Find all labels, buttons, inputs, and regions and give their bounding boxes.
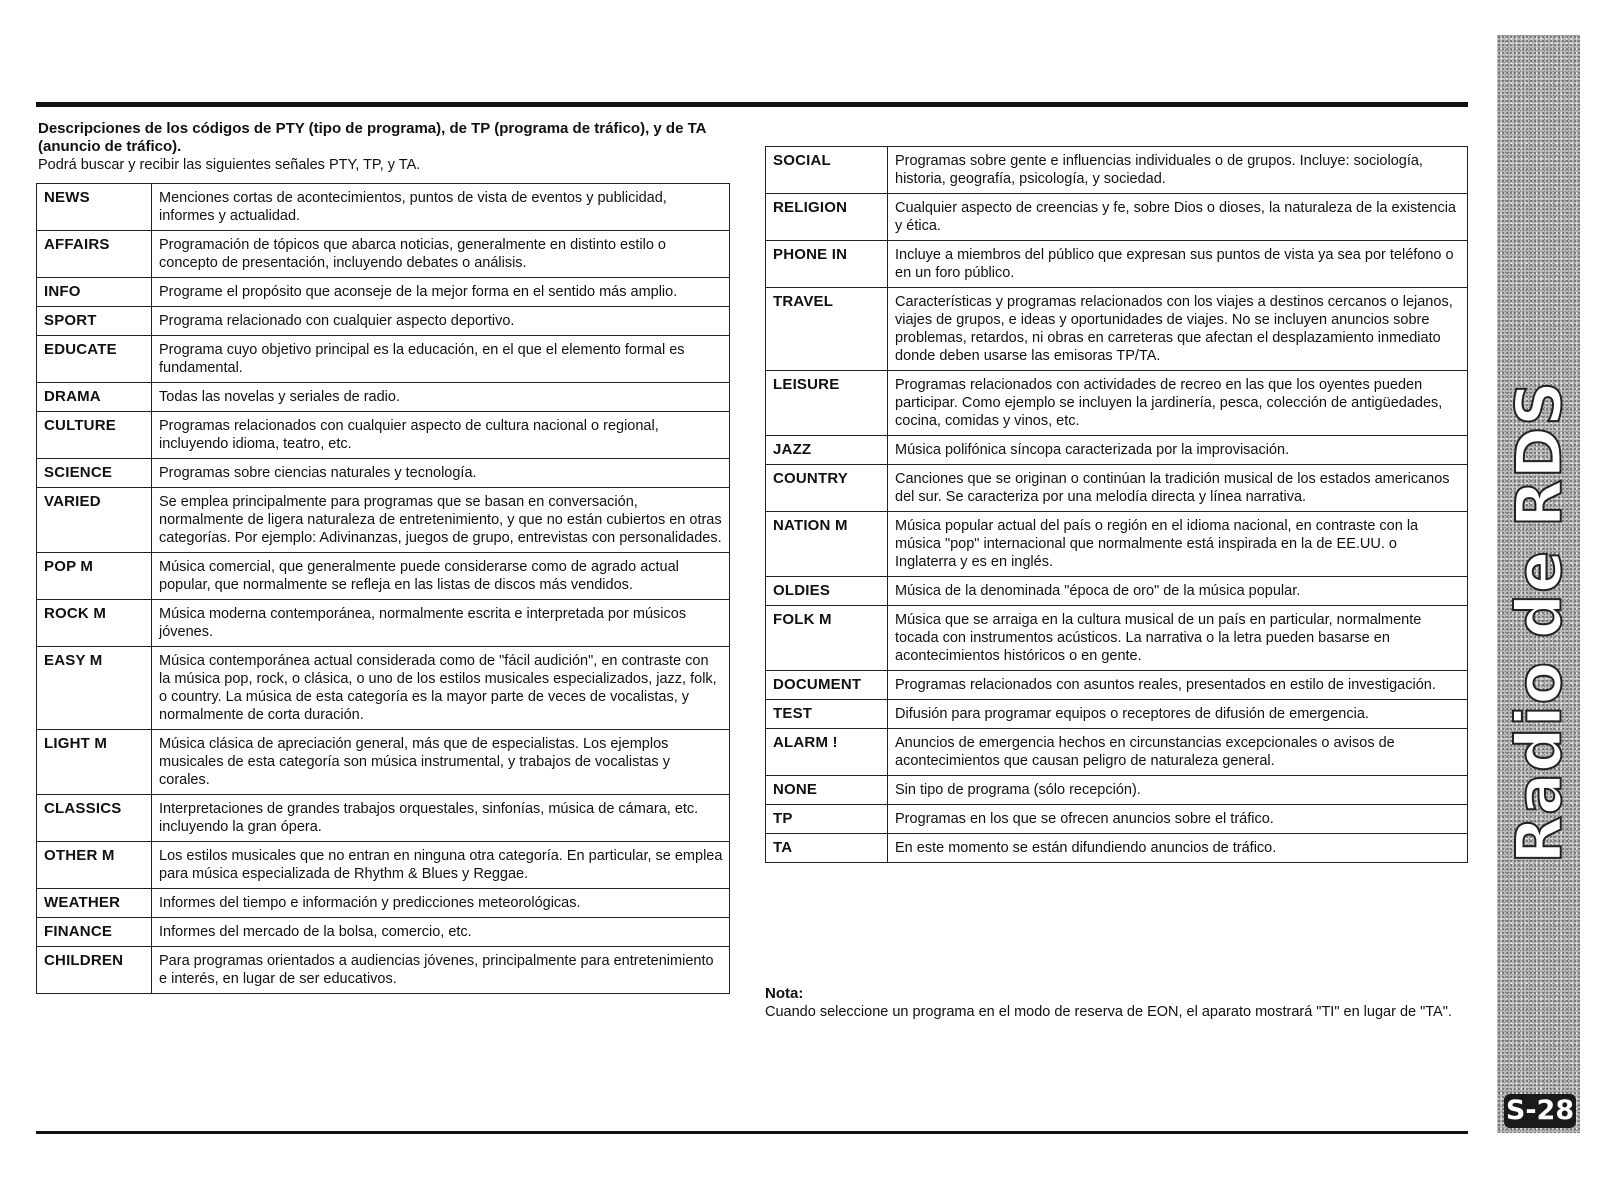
pty-description: Programas sobre gente e influencias individuales o de grupos. Incluye: sociología, historia, geografía, psicología, y sociedad. bbox=[888, 147, 1468, 194]
pty-description: Programa relacionado con cualquier aspecto deportivo. bbox=[152, 307, 730, 336]
pty-row bbox=[37, 231, 730, 278]
pty-row bbox=[766, 729, 1468, 776]
pty-code: DRAMA bbox=[37, 383, 152, 412]
pty-row bbox=[766, 465, 1468, 512]
pty-description: Programas relacionados con cualquier aspecto de cultura nacional o regional, incluyendo idioma, teatro, etc. bbox=[152, 412, 730, 459]
pty-code: LEISURE bbox=[766, 371, 888, 436]
pty-code: VARIED bbox=[37, 488, 152, 553]
pty-code: EDUCATE bbox=[37, 336, 152, 383]
pty-row bbox=[766, 436, 1468, 465]
pty-code: TEST bbox=[766, 700, 888, 729]
pty-row bbox=[766, 834, 1468, 863]
note-title: Nota: bbox=[765, 985, 804, 1002]
pty-row bbox=[766, 371, 1468, 436]
pty-row bbox=[37, 795, 730, 842]
note-block bbox=[765, 985, 1468, 1021]
pty-code: COUNTRY bbox=[766, 465, 888, 512]
pty-code: NATION M bbox=[766, 512, 888, 577]
pty-code: OLDIES bbox=[766, 577, 888, 606]
pty-row bbox=[766, 512, 1468, 577]
pty-description: Informes del tiempo e información y predicciones meteorológicas. bbox=[152, 889, 730, 918]
pty-description: Música clásica de apreciación general, más que de especialistas. Los ejemplos musicales de esta categoría son música instrumental, y trabajos de vocalistas y corales. bbox=[152, 730, 730, 795]
note-text: Cuando seleccione un programa en el modo de reserva de EON, el aparato mostrará "TI" en lugar de "TA". bbox=[765, 1004, 1452, 1020]
pty-row bbox=[766, 776, 1468, 805]
pty-description: Incluye a miembros del público que expresan sus puntos de vista ya sea por teléfono o en un foro público. bbox=[888, 241, 1468, 288]
pty-code: TA bbox=[766, 834, 888, 863]
pty-description: En este momento se están difundiendo anuncios de tráfico. bbox=[888, 834, 1468, 863]
pty-description: Programación de tópicos que abarca noticias, generalmente en distinto estilo o concepto de presentación, incluyendo debates o análisis. bbox=[152, 231, 730, 278]
pty-description: Programas sobre ciencias naturales y tecnología. bbox=[152, 459, 730, 488]
pty-code: JAZZ bbox=[766, 436, 888, 465]
intro-block bbox=[38, 120, 728, 174]
pty-code: EASY M bbox=[37, 647, 152, 730]
pty-description: Programas en los que se ofrecen anuncios sobre el tráfico. bbox=[888, 805, 1468, 834]
pty-description: Para programas orientados a audiencias jóvenes, principalmente para entretenimiento e interés, en lugar de ser educativos. bbox=[152, 947, 730, 994]
pty-code: CULTURE bbox=[37, 412, 152, 459]
pty-description: Música polifónica síncopa caracterizada por la improvisación. bbox=[888, 436, 1468, 465]
pty-description: Informes del mercado de la bolsa, comercio, etc. bbox=[152, 918, 730, 947]
pty-code: WEATHER bbox=[37, 889, 152, 918]
pty-row bbox=[37, 730, 730, 795]
pty-description: Cualquier aspecto de creencias y fe, sobre Dios o dioses, la naturaleza de la existencia y ética. bbox=[888, 194, 1468, 241]
pty-code: TRAVEL bbox=[766, 288, 888, 371]
pty-code: OTHER M bbox=[37, 842, 152, 889]
pty-description: Difusión para programar equipos o receptores de difusión de emergencia. bbox=[888, 700, 1468, 729]
pty-code: SPORT bbox=[37, 307, 152, 336]
pty-row bbox=[37, 889, 730, 918]
pty-row bbox=[37, 842, 730, 889]
side-tab-title: Radio de RDS bbox=[1502, 380, 1576, 864]
pty-row bbox=[37, 488, 730, 553]
pty-description: Música que se arraiga en la cultura musical de un país en particular, normalmente tocada con instrumentos acústicos. La narrativa o la letra pueden basarse en acontecimientos históricos o en gente. bbox=[888, 606, 1468, 671]
pty-description: Sin tipo de programa (sólo recepción). bbox=[888, 776, 1468, 805]
pty-table-left bbox=[36, 183, 730, 994]
pty-code: CHILDREN bbox=[37, 947, 152, 994]
pty-row bbox=[766, 147, 1468, 194]
pty-code: FOLK M bbox=[766, 606, 888, 671]
pty-row bbox=[37, 600, 730, 647]
pty-description: Los estilos musicales que no entran en ninguna otra categoría. En particular, se emplea para música especializada de Rhythm & Blues y Reggae. bbox=[152, 842, 730, 889]
pty-table-right bbox=[765, 146, 1468, 863]
pty-row bbox=[37, 647, 730, 730]
pty-row bbox=[766, 700, 1468, 729]
pty-code: FINANCE bbox=[37, 918, 152, 947]
pty-row bbox=[37, 383, 730, 412]
pty-description: Anuncios de emergencia hechos en circunstancias excepcionales o avisos de acontecimientos que causan peligro de naturaleza general. bbox=[888, 729, 1468, 776]
pty-description: Todas las novelas y seriales de radio. bbox=[152, 383, 730, 412]
pty-code: ALARM ! bbox=[766, 729, 888, 776]
pty-description: Música popular actual del país o región en el idioma nacional, en contraste con la música "pop" internacional que normalmente está inspirada en la de EE.UU. o Inglaterra y es en inglés. bbox=[888, 512, 1468, 577]
pty-description: Interpretaciones de grandes trabajos orquestales, sinfonías, música de cámara, etc. incluyendo la gran ópera. bbox=[152, 795, 730, 842]
pty-row bbox=[766, 577, 1468, 606]
pty-code: TP bbox=[766, 805, 888, 834]
pty-code: PHONE IN bbox=[766, 241, 888, 288]
pty-code: CLASSICS bbox=[37, 795, 152, 842]
pty-description: Programas relacionados con asuntos reales, presentados en estilo de investigación. bbox=[888, 671, 1468, 700]
pty-description: Características y programas relacionados con los viajes a destinos cercanos o lejanos, viajes de grupos, e ideas y oportunidades de viajes. No se incluyen anuncios sobre problemas, retardos, ni obras en carreteras que afectan el desplazamiento inmediato donde deben usarse las emisoras TP/TA. bbox=[888, 288, 1468, 371]
pty-description: Música contemporánea actual considerada como de "fácil audición", en contraste con la música pop, rock, o clásica, o uno de los estilos musicales especializados, jazz, folk, o country. La música de esta categoría es la mayor parte de veces de vocalistas, y normalmente de corta duración. bbox=[152, 647, 730, 730]
section-heading: Descripciones de los códigos de PTY (tipo de programa), de TP (programa de tráfico), y de TA (anuncio de tráfico). bbox=[38, 120, 706, 155]
top-rule bbox=[36, 102, 1468, 107]
pty-description: Programa cuyo objetivo principal es la educación, en el que el elemento formal es fundamental. bbox=[152, 336, 730, 383]
pty-code: SCIENCE bbox=[37, 459, 152, 488]
pty-code: DOCUMENT bbox=[766, 671, 888, 700]
pty-code: ROCK M bbox=[37, 600, 152, 647]
pty-row bbox=[37, 553, 730, 600]
pty-row bbox=[37, 336, 730, 383]
pty-code: SOCIAL bbox=[766, 147, 888, 194]
page-number-badge: S-28 bbox=[1505, 1095, 1575, 1126]
pty-description: Música comercial, que generalmente puede considerarse como de agrado actual popular, que normalmente se refleja en las listas de discos más vendidos. bbox=[152, 553, 730, 600]
section-subtitle: Podrá buscar y recibir las siguientes señales PTY, TP, y TA. bbox=[38, 157, 421, 173]
pty-description: Música de la denominada "época de oro" de la música popular. bbox=[888, 577, 1468, 606]
pty-code: LIGHT M bbox=[37, 730, 152, 795]
pty-code: NEWS bbox=[37, 184, 152, 231]
pty-row bbox=[766, 194, 1468, 241]
pty-row bbox=[37, 947, 730, 994]
pty-description: Se emplea principalmente para programas que se basan en conversación, normalmente de ligera naturaleza de entretenimiento, y que no están cubiertos en otras categorías. Por ejemplo: Adivinanzas, juegos de grupo, entrevistas con personalidades. bbox=[152, 488, 730, 553]
pty-row bbox=[37, 307, 730, 336]
pty-row bbox=[766, 671, 1468, 700]
pty-row bbox=[37, 412, 730, 459]
pty-row bbox=[37, 459, 730, 488]
pty-description: Menciones cortas de acontecimientos, puntos de vista de eventos y publicidad, informes y actualidad. bbox=[152, 184, 730, 231]
pty-description: Canciones que se originan o continúan la tradición musical de los estados americanos del sur. Se caracteriza por una melodía directa y línea narrativa. bbox=[888, 465, 1468, 512]
pty-row bbox=[37, 918, 730, 947]
pty-code: AFFAIRS bbox=[37, 231, 152, 278]
pty-row bbox=[37, 278, 730, 307]
pty-description: Programe el propósito que aconseje de la mejor forma en el sentido más amplio. bbox=[152, 278, 730, 307]
pty-row bbox=[766, 288, 1468, 371]
pty-description: Música moderna contemporánea, normalmente escrita e interpretada por músicos jóvenes. bbox=[152, 600, 730, 647]
pty-description: Programas relacionados con actividades de recreo en las que los oyentes pueden participar. Como ejemplo se incluyen la jardinería, pesca, colección de antigüedades, cocina, comidas y vinos, etc. bbox=[888, 371, 1468, 436]
pty-code: INFO bbox=[37, 278, 152, 307]
pty-row bbox=[766, 606, 1468, 671]
pty-row bbox=[37, 184, 730, 231]
pty-row bbox=[766, 241, 1468, 288]
pty-row bbox=[766, 805, 1468, 834]
pty-code: RELIGION bbox=[766, 194, 888, 241]
pty-code: NONE bbox=[766, 776, 888, 805]
pty-code: POP M bbox=[37, 553, 152, 600]
bottom-rule bbox=[36, 1131, 1468, 1134]
